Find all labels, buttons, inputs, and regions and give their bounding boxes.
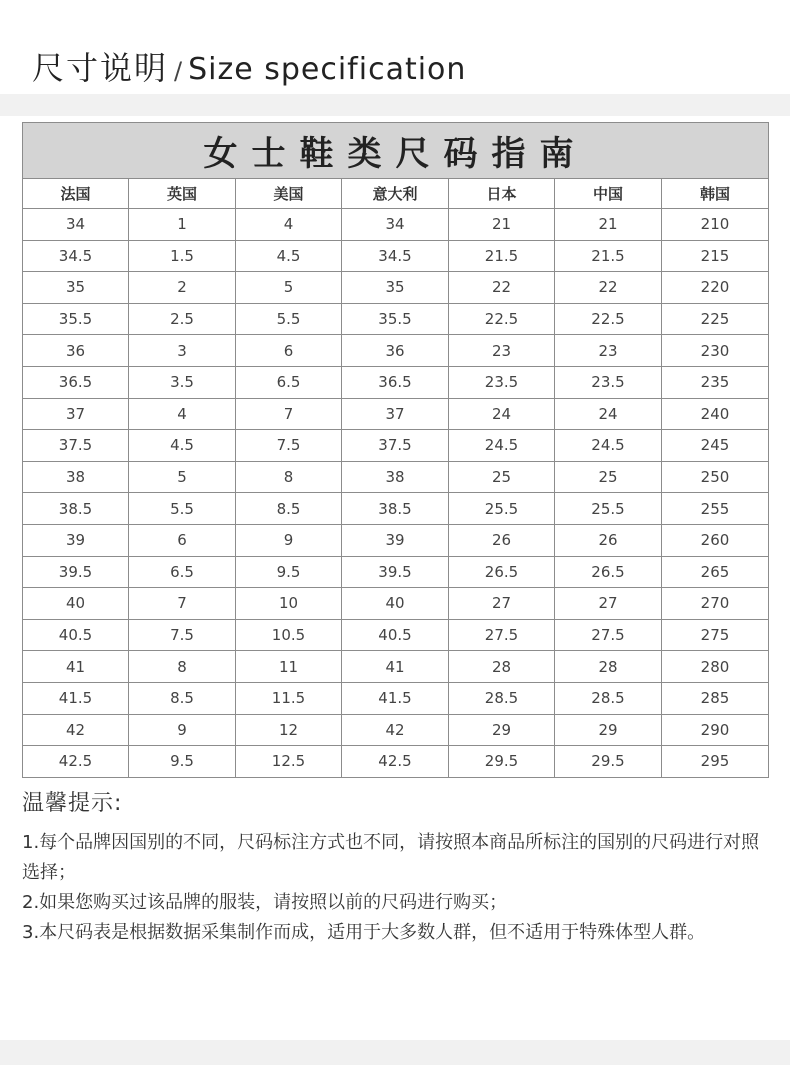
table-cell: 6.5 — [236, 366, 342, 398]
table-cell: 24.5 — [449, 430, 555, 462]
table-cell: 12.5 — [236, 746, 342, 778]
table-cell: 250 — [662, 461, 769, 493]
table-cell: 36.5 — [342, 366, 449, 398]
table-cell: 7.5 — [129, 619, 236, 651]
column-header: 美国 — [236, 179, 342, 209]
table-cell: 7.5 — [236, 430, 342, 462]
table-title: 女士鞋类尺码指南 — [23, 123, 769, 179]
table-cell: 10.5 — [236, 619, 342, 651]
table-cell: 12 — [236, 714, 342, 746]
table-cell: 37.5 — [23, 430, 129, 462]
table-cell: 9.5 — [236, 556, 342, 588]
column-header: 英国 — [129, 179, 236, 209]
table-cell: 4 — [129, 398, 236, 430]
table-cell: 23 — [449, 335, 555, 367]
table-row — [23, 714, 769, 746]
table-cell: 270 — [662, 588, 769, 620]
table-cell: 38 — [342, 461, 449, 493]
table-cell: 41 — [23, 651, 129, 683]
table-cell: 230 — [662, 335, 769, 367]
table-row — [23, 461, 769, 493]
table-cell: 280 — [662, 651, 769, 683]
table-cell: 22.5 — [449, 303, 555, 335]
tip-item: 2.如果您购买过该品牌的服装，请按照以前的尺码进行购买； — [22, 892, 508, 913]
table-row — [23, 272, 769, 304]
table-row — [23, 588, 769, 620]
table-cell: 21.5 — [555, 240, 662, 272]
table-cell: 26 — [555, 524, 662, 556]
table-cell: 27 — [555, 588, 662, 620]
table-cell: 29 — [555, 714, 662, 746]
column-header: 中国 — [555, 179, 662, 209]
table-cell: 285 — [662, 682, 769, 714]
column-header: 日本 — [449, 179, 555, 209]
table-cell: 42 — [342, 714, 449, 746]
table-cell: 8.5 — [129, 682, 236, 714]
divider-band — [0, 94, 790, 116]
table-cell: 275 — [662, 619, 769, 651]
table-cell: 265 — [662, 556, 769, 588]
table-cell: 10 — [236, 588, 342, 620]
table-cell: 34 — [23, 209, 129, 241]
table-cell: 240 — [662, 398, 769, 430]
table-cell: 39 — [342, 524, 449, 556]
table-cell: 42 — [23, 714, 129, 746]
table-cell: 42.5 — [342, 746, 449, 778]
table-cell: 28.5 — [555, 682, 662, 714]
table-cell: 6.5 — [129, 556, 236, 588]
table-cell: 28 — [555, 651, 662, 683]
table-cell: 9.5 — [129, 746, 236, 778]
column-header: 意大利 — [342, 179, 449, 209]
page-title-cn: 尺寸说明 — [32, 49, 169, 87]
table-cell: 4.5 — [236, 240, 342, 272]
table-cell: 8 — [129, 651, 236, 683]
tip-item: 3.本尺码表是根据数据采集制作而成，适用于大多数人群，但不适用于特殊体型人群。 — [22, 922, 706, 943]
table-row — [23, 682, 769, 714]
table-cell: 3 — [129, 335, 236, 367]
table-cell: 9 — [236, 524, 342, 556]
table-cell: 260 — [662, 524, 769, 556]
table-cell: 245 — [662, 430, 769, 462]
table-cell: 21.5 — [449, 240, 555, 272]
table-cell: 34.5 — [23, 240, 129, 272]
page-title-en: Size specification — [188, 52, 467, 87]
table-cell: 28.5 — [449, 682, 555, 714]
table-cell: 40 — [342, 588, 449, 620]
column-header: 法国 — [23, 179, 129, 209]
table-cell: 27.5 — [555, 619, 662, 651]
table-row — [23, 430, 769, 462]
table-cell: 37.5 — [342, 430, 449, 462]
table-cell: 35.5 — [23, 303, 129, 335]
table-cell: 29.5 — [449, 746, 555, 778]
table-cell: 22 — [555, 272, 662, 304]
table-cell: 25.5 — [449, 493, 555, 525]
size-chart-table — [22, 122, 769, 778]
table-cell: 28 — [449, 651, 555, 683]
table-cell: 5 — [236, 272, 342, 304]
table-cell: 26.5 — [449, 556, 555, 588]
table-cell: 7 — [236, 398, 342, 430]
table-cell: 40.5 — [342, 619, 449, 651]
table-cell: 6 — [129, 524, 236, 556]
table-row — [23, 398, 769, 430]
header — [0, 0, 790, 94]
table-cell: 5 — [129, 461, 236, 493]
table-cell: 255 — [662, 493, 769, 525]
table-cell: 27 — [449, 588, 555, 620]
table-cell: 11 — [236, 651, 342, 683]
table-row — [23, 493, 769, 525]
table-cell: 21 — [449, 209, 555, 241]
table-cell: 35.5 — [342, 303, 449, 335]
table-cell: 38 — [23, 461, 129, 493]
tips-title: 温馨提示: — [22, 791, 123, 816]
column-header: 韩国 — [662, 179, 769, 209]
table-row — [23, 746, 769, 778]
table-cell: 37 — [342, 398, 449, 430]
table-cell: 6 — [236, 335, 342, 367]
table-cell: 26 — [449, 524, 555, 556]
table-cell: 35 — [23, 272, 129, 304]
table-cell: 24 — [555, 398, 662, 430]
table-cell: 295 — [662, 746, 769, 778]
title-separator: / — [174, 57, 183, 85]
table-cell: 39 — [23, 524, 129, 556]
table-cell: 225 — [662, 303, 769, 335]
table-cell: 25 — [555, 461, 662, 493]
table-cell: 210 — [662, 209, 769, 241]
table-cell: 4.5 — [129, 430, 236, 462]
table-cell: 22 — [449, 272, 555, 304]
table-cell: 7 — [129, 588, 236, 620]
table-cell: 29 — [449, 714, 555, 746]
table-cell: 2.5 — [129, 303, 236, 335]
table-cell: 21 — [555, 209, 662, 241]
table-cell: 8 — [236, 461, 342, 493]
table-cell: 24.5 — [555, 430, 662, 462]
table-cell: 27.5 — [449, 619, 555, 651]
table-cell: 26.5 — [555, 556, 662, 588]
table-cell: 25 — [449, 461, 555, 493]
table-row — [23, 209, 769, 241]
table-cell: 2 — [129, 272, 236, 304]
table-cell: 25.5 — [555, 493, 662, 525]
table-row — [23, 651, 769, 683]
table-cell: 37 — [23, 398, 129, 430]
table-cell: 40 — [23, 588, 129, 620]
table-cell: 220 — [662, 272, 769, 304]
table-cell: 36.5 — [23, 366, 129, 398]
table-cell: 34.5 — [342, 240, 449, 272]
table-cell: 5.5 — [236, 303, 342, 335]
table-cell: 5.5 — [129, 493, 236, 525]
table-cell: 42.5 — [23, 746, 129, 778]
table-cell: 41 — [342, 651, 449, 683]
tip-item: 1.每个品牌因国别的不同，尺码标注方式也不同，请按照本商品所标注的国别的尺码进行对照选择； — [22, 832, 760, 883]
table-cell: 35 — [342, 272, 449, 304]
table-cell: 11.5 — [236, 682, 342, 714]
table-cell: 1.5 — [129, 240, 236, 272]
table-cell: 23 — [555, 335, 662, 367]
table-cell: 24 — [449, 398, 555, 430]
table-cell: 36 — [23, 335, 129, 367]
table-cell: 3.5 — [129, 366, 236, 398]
table-row — [23, 556, 769, 588]
table-row — [23, 619, 769, 651]
table-row — [23, 524, 769, 556]
table-cell: 8.5 — [236, 493, 342, 525]
page-title — [32, 44, 466, 95]
table-cell: 38.5 — [342, 493, 449, 525]
table-cell: 41.5 — [23, 682, 129, 714]
table-cell: 23.5 — [449, 366, 555, 398]
table-cell: 235 — [662, 366, 769, 398]
table-cell: 34 — [342, 209, 449, 241]
table-row — [23, 303, 769, 335]
table-cell: 41.5 — [342, 682, 449, 714]
table-cell: 290 — [662, 714, 769, 746]
table-cell: 9 — [129, 714, 236, 746]
table-cell: 36 — [342, 335, 449, 367]
table-cell: 29.5 — [555, 746, 662, 778]
table-cell: 39.5 — [342, 556, 449, 588]
table-cell: 39.5 — [23, 556, 129, 588]
table-cell: 4 — [236, 209, 342, 241]
table-cell: 1 — [129, 209, 236, 241]
table-cell: 40.5 — [23, 619, 129, 651]
tips-list — [22, 828, 774, 948]
table-row — [23, 240, 769, 272]
table-cell: 215 — [662, 240, 769, 272]
table-row — [23, 335, 769, 367]
table-row — [23, 366, 769, 398]
table-cell: 23.5 — [555, 366, 662, 398]
footer-band — [0, 1040, 790, 1065]
table-cell: 38.5 — [23, 493, 129, 525]
table-cell: 22.5 — [555, 303, 662, 335]
